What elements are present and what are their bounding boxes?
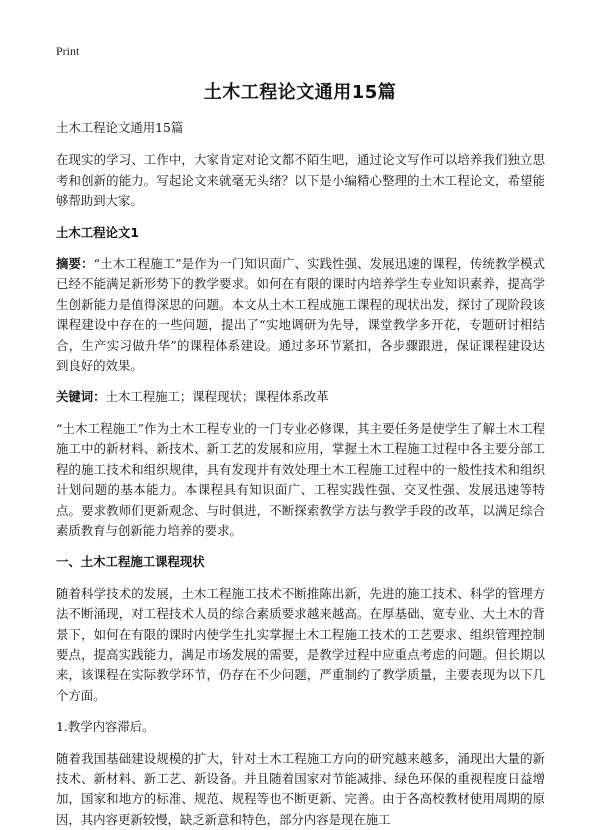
point-heading: 1.教学内容滞后。 [56, 719, 155, 735]
section-heading: 土木工程论文1 [56, 224, 139, 240]
abstract-paragraph [56, 254, 545, 376]
document-body [56, 118, 545, 827]
keywords-text: 土木工程施工；课程现状；课程体系改革 [105, 389, 329, 405]
keywords-label: 关键词： [56, 389, 106, 405]
body-paragraph-2: 随着科学技术的发展，土木工程施工技术不断推陈出新，先进的施工技术、科学的管理方法不断涌现，对工程技术人员的综合素质要求越来越高。在厚基础、宽专业、大土木的背景下，如何在有限的课时内使学生扎实掌握土木工程施工技术的工艺要求、组织管理控制要点，提高实践能力，满足市场发展的需要，是教学过程中应重点考虑的问题。但长期以来，该课程在实际教学环节，仍存在不少问题，严重制约了教学质量，主要表现为以下几个方面。 [56, 585, 545, 703]
abstract-text: “土木工程施工”是作为一门知识面广、实践性强、发展迅速的课程，传统教学模式已经不能满足新形势下的教学要求。如何在有限的课时内培养学生专业知识素养，提高学生创新能力是值得深思的问题。本文从土木工程成施工课程的现状出发，探讨了现阶段该课程建设中存在的一些问题，提出了“实地调研为先导，课堂教学多开花，专题研讨相结合，生产实习做升华”的课程体系建设。通过多环节紧扣，各步骤跟进，保证课程建设达到良好的效果。 [56, 256, 545, 374]
print-label[interactable]: Print [56, 44, 80, 58]
body-paragraph-1: “土木工程施工”作为土木工程专业的一门专业必修课，其主要任务是使学生了解土木工程施工中的新材料、新技术、新工艺的发展和应用，掌握土木工程施工过程中各主要分部工程的施工技术和组织规律，具有发现并有效处理土木工程施工过程中的一般性技术和组织计划问题的基本能力。本课程具有知识面广、工程实践性强、交叉性强、发展迅速等特点。要求教师们更新观念、与时俱进，不断探索教学方法与教学手段的改革，以满足综合素质教育与创新能力培养的要求。 [56, 420, 545, 538]
document-subtitle: 土木工程论文通用15篇 [56, 120, 184, 135]
keywords-paragraph [56, 387, 545, 407]
subsection-heading: 一、土木工程施工课程现状 [56, 554, 205, 570]
page-title: 土木工程论文通用15篇 [203, 82, 397, 103]
intro-paragraph: 在现实的学习、工作中，大家肯定对论文都不陌生吧，通过论文写作可以培养我们独立思考和创新的能力。写起论文来就毫无头绪？以下是小编精心整理的土木工程论文，希望能够帮助到大家。 [56, 152, 545, 209]
abstract-label: 摘要： [56, 256, 94, 272]
body-paragraph-3: 随着我国基础建设规模的扩大，针对土木工程施工方向的研究越来越多，涌现出大量的新技术、新材料、新工艺、新设备。并且随着国家对节能减排、绿色环保的重视程度日益增加，国家和地方的标准、规范、规程等也不断更新、完善。由于各高校教材使用周期的原因，其内容更新较慢，缺乏新意和特色，部分内容是现在施工 [56, 750, 545, 827]
